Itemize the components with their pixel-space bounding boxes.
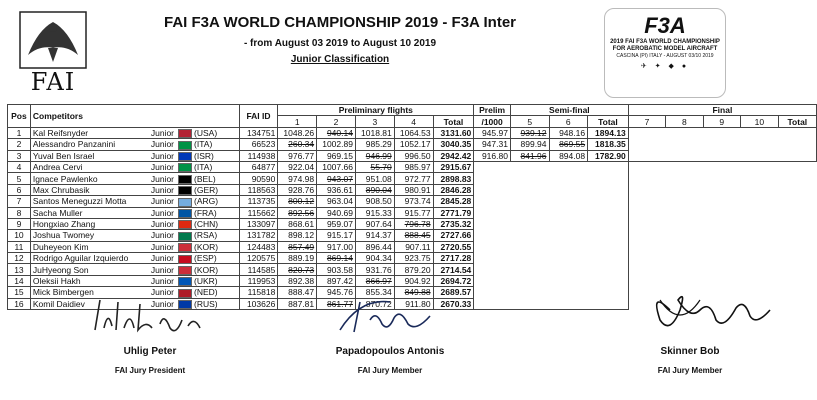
- prelim-total-cell: 2846.28: [433, 184, 474, 195]
- prelim-score-cell: 868.61: [278, 218, 317, 229]
- country-code: (NED): [194, 287, 218, 298]
- prelim-score-cell: 907.64: [355, 218, 394, 229]
- col-prelim1000-b: /1000: [474, 116, 511, 127]
- prelim-score-cell: 923.75: [394, 253, 433, 264]
- prelim1000-cell: 947.31: [474, 139, 511, 150]
- country-flag-icon: [178, 277, 192, 286]
- semi-score-cell: 869.55: [549, 139, 588, 150]
- semi-score-cell: 948.16: [549, 127, 588, 138]
- fai-id-cell: 103626: [239, 298, 278, 309]
- competitor-cell: [30, 275, 239, 286]
- semi-score-cell: 899.94: [510, 139, 549, 150]
- prelim-total-cell: 2942.42: [433, 150, 474, 161]
- col-r2: 2: [317, 116, 356, 127]
- prelim-score-cell: 889.19: [278, 253, 317, 264]
- competitor-cell: [30, 173, 239, 184]
- prelim-score-cell: 915.77: [394, 207, 433, 218]
- prelim-score-cell: 796.78: [394, 218, 433, 229]
- prelim-score-cell: 892.38: [278, 275, 317, 286]
- col-fai-id: FAI ID: [239, 105, 278, 128]
- signer-3-role: FAI Jury Member: [657, 366, 723, 375]
- fai-id-cell: 118563: [239, 184, 278, 195]
- signer-1-name: Uhlig Peter: [123, 346, 177, 357]
- competitor-name: Joshua Twomey: [32, 230, 95, 241]
- pos-cell: 3: [8, 150, 31, 161]
- country-code: (BEL): [194, 173, 216, 184]
- col-r7: 7: [628, 116, 665, 127]
- prelim-score-cell: 940.69: [317, 207, 356, 218]
- semi-total-cell: 1782.90: [588, 150, 629, 161]
- signer-3-name: Skinner Bob: [660, 346, 720, 357]
- col-total: Total: [433, 116, 474, 127]
- category-label: Junior: [150, 276, 175, 287]
- f3a-logo-big: F3A: [644, 13, 686, 38]
- pos-cell: 8: [8, 207, 31, 218]
- col-final-total: Total: [778, 116, 816, 127]
- header-row-1: [8, 105, 817, 116]
- prelim-total-cell: 3131.60: [433, 127, 474, 138]
- competitor-name: Sacha Muller: [32, 207, 83, 218]
- prelim-score-cell: 904.92: [394, 275, 433, 286]
- category-label: Junior: [150, 173, 175, 184]
- prelim-total-cell: 2898.83: [433, 173, 474, 184]
- prelim-score-cell: 1007.66: [317, 161, 356, 172]
- pos-cell: 7: [8, 196, 31, 207]
- competitor-name: Andrea Cervi: [32, 162, 83, 173]
- country-code: (ISR): [194, 150, 214, 161]
- category-label: Junior: [150, 287, 175, 298]
- semi-score-cell: 939.12: [510, 127, 549, 138]
- competitor-name: Mick Bimbergen: [32, 287, 94, 298]
- category-label: Junior: [150, 139, 175, 150]
- prelim-score-cell: 945.76: [317, 287, 356, 298]
- competitor-name: Max Chrubasik: [32, 184, 90, 195]
- col-prelim-group: Preliminary flights: [278, 105, 474, 116]
- f3a-event-logo: [604, 8, 726, 98]
- pos-cell: 5: [8, 173, 31, 184]
- prelim-score-cell: 1048.26: [278, 127, 317, 138]
- col-r10: 10: [741, 116, 779, 127]
- pos-cell: 14: [8, 275, 31, 286]
- competitor-cell: [30, 207, 239, 218]
- prelim-total-cell: 2771.79: [433, 207, 474, 218]
- semi-empty-cell: [474, 161, 629, 309]
- prelim-score-cell: 888.47: [278, 287, 317, 298]
- page-title: FAI F3A WORLD CHAMPIONSHIP 2019 - F3A Inter: [164, 14, 516, 31]
- prelim-score-cell: 914.37: [355, 230, 394, 241]
- competitor-cell: [30, 196, 239, 207]
- col-r8: 8: [666, 116, 703, 127]
- final-empty-cell: [628, 127, 816, 161]
- fai-id-cell: 119953: [239, 275, 278, 286]
- semi-score-cell: 841.96: [510, 150, 549, 161]
- prelim-score-cell: 974.98: [278, 173, 317, 184]
- competitor-cell: [30, 161, 239, 172]
- prelim-score-cell: 903.58: [317, 264, 356, 275]
- fai-id-cell: 114938: [239, 150, 278, 161]
- country-flag-icon: [178, 141, 192, 150]
- country-code: (GER): [194, 184, 219, 195]
- country-flag-icon: [178, 243, 192, 252]
- competitor-name: Oleksii Hakh: [32, 276, 81, 287]
- prelim-score-cell: 969.15: [317, 150, 356, 161]
- signature-uhlig-icon: [90, 290, 220, 340]
- country-code: (KOR): [194, 241, 219, 252]
- competitor-name: Ignace Pawlenko: [32, 173, 98, 184]
- prelim-score-cell: 985.97: [394, 161, 433, 172]
- country-flag-icon: [178, 152, 192, 161]
- col-pos: Pos: [8, 105, 31, 128]
- category-label: Junior: [150, 162, 175, 173]
- classification-title: Junior Classification: [290, 54, 390, 65]
- fai-id-cell: 134751: [239, 127, 278, 138]
- category-label: Junior: [150, 184, 175, 195]
- competitor-name: JuHyeong Son: [32, 264, 89, 275]
- prelim-score-cell: 996.50: [394, 150, 433, 161]
- prelim-score-cell: 980.91: [394, 184, 433, 195]
- prelim-score-cell: 972.77: [394, 173, 433, 184]
- country-flag-icon: [178, 220, 192, 229]
- eagle-icon: [18, 10, 88, 70]
- competitor-cell: [30, 230, 239, 241]
- competitor-name: Alessandro Panzanini: [32, 139, 116, 150]
- competitor-cell: [30, 127, 239, 138]
- prelim-total-cell: 3040.35: [433, 139, 474, 150]
- category-label: Junior: [150, 207, 175, 218]
- col-r1: 1: [278, 116, 317, 127]
- prelim-score-cell: 849.88: [394, 287, 433, 298]
- prelim-total-cell: 2845.28: [433, 196, 474, 207]
- competitor-cell: [30, 218, 239, 229]
- signer-2-name: Papadopoulos Antonis: [335, 346, 445, 357]
- col-r6: 6: [549, 116, 588, 127]
- category-label: Junior: [150, 150, 175, 161]
- pos-cell: 10: [8, 230, 31, 241]
- col-r4: 4: [394, 116, 433, 127]
- prelim-score-cell: 870.72: [355, 298, 394, 309]
- prelim-score-cell: 1052.17: [394, 139, 433, 150]
- prelim-score-cell: 940.14: [317, 127, 356, 138]
- signature-skinner-icon: [640, 280, 780, 340]
- prelim-score-cell: 890.04: [355, 184, 394, 195]
- sponsor-icons: ✈ ✦ ◆ ●: [640, 63, 690, 70]
- prelim-score-cell: 857.49: [278, 241, 317, 252]
- prelim-score-cell: 911.80: [394, 298, 433, 309]
- prelim-score-cell: 260.34: [278, 139, 317, 150]
- pos-cell: 15: [8, 287, 31, 298]
- prelim-total-cell: 2717.28: [433, 253, 474, 264]
- country-code: (UKR): [194, 276, 218, 287]
- pos-cell: 16: [8, 298, 31, 309]
- prelim-score-cell: 855.34: [355, 287, 394, 298]
- competitor-cell: [30, 241, 239, 252]
- country-code: (FRA): [194, 207, 217, 218]
- prelim-score-cell: 55.70: [355, 161, 394, 172]
- prelim-score-cell: 931.76: [355, 264, 394, 275]
- prelim-score-cell: 869.14: [317, 253, 356, 264]
- prelim-score-cell: 936.61: [317, 184, 356, 195]
- competitor-cell: [30, 150, 239, 161]
- competitor-cell: [30, 264, 239, 275]
- fai-id-cell: 124483: [239, 241, 278, 252]
- fai-id-cell: 133097: [239, 218, 278, 229]
- fai-id-cell: 114585: [239, 264, 278, 275]
- country-flag-icon: [178, 163, 192, 172]
- prelim-score-cell: 908.50: [355, 196, 394, 207]
- country-flag-icon: [178, 186, 192, 195]
- country-flag-icon: [178, 175, 192, 184]
- fai-logo: [18, 10, 88, 96]
- f3a-logo-line1: 2019 FAI F3A WORLD CHAMPIONSHIP: [610, 39, 720, 45]
- category-label: Junior: [150, 230, 175, 241]
- prelim-score-cell: 973.74: [394, 196, 433, 207]
- category-label: Junior: [150, 196, 175, 207]
- col-competitors: Competitors: [30, 105, 239, 128]
- prelim-score-cell: 897.42: [317, 275, 356, 286]
- country-code: (RUS): [194, 298, 218, 309]
- f3a-logo-line3: CASCINA (PI) ITALY - AUGUST 03/10 2019: [616, 53, 714, 59]
- country-flag-icon: [178, 129, 192, 138]
- prelim-score-cell: 917.00: [317, 241, 356, 252]
- semi-score-cell: 894.08: [549, 150, 588, 161]
- fai-logo-text: FAI: [30, 68, 76, 96]
- f3a-logo-line2: FOR AEROBATIC MODEL AIRCRAFT: [612, 46, 718, 52]
- prelim-score-cell: 922.04: [278, 161, 317, 172]
- prelim-score-cell: 963.04: [317, 196, 356, 207]
- prelim-score-cell: 915.17: [317, 230, 356, 241]
- prelim-total-cell: 2670.33: [433, 298, 474, 309]
- pos-cell: 1: [8, 127, 31, 138]
- col-r5: 5: [510, 116, 549, 127]
- col-semi-total: Total: [588, 116, 629, 127]
- prelim-score-cell: 976.77: [278, 150, 317, 161]
- prelim-score-cell: 800.12: [278, 196, 317, 207]
- country-code: (USA): [194, 127, 218, 138]
- table-row: [8, 161, 817, 172]
- prelim-score-cell: 898.12: [278, 230, 317, 241]
- prelim-score-cell: 892.56: [278, 207, 317, 218]
- country-flag-icon: [178, 198, 192, 207]
- country-flag-icon: [178, 209, 192, 218]
- prelim-score-cell: 896.44: [355, 241, 394, 252]
- country-code: (ITA): [194, 139, 213, 150]
- prelim1000-cell: 916.80: [474, 150, 511, 161]
- prelim-score-cell: 861.77: [317, 298, 356, 309]
- prelim-score-cell: 928.76: [278, 184, 317, 195]
- prelim-score-cell: 915.33: [355, 207, 394, 218]
- col-semi-group: Semi-final: [510, 105, 628, 116]
- prelim-score-cell: 907.11: [394, 241, 433, 252]
- pos-cell: 12: [8, 253, 31, 264]
- fai-id-cell: 113735: [239, 196, 278, 207]
- fai-id-cell: 90590: [239, 173, 278, 184]
- category-label: Junior: [150, 264, 175, 275]
- prelim-score-cell: 879.20: [394, 264, 433, 275]
- col-final-group: Final: [628, 105, 816, 116]
- category-label: Junior: [150, 241, 175, 252]
- prelim-score-cell: 888.45: [394, 230, 433, 241]
- fai-id-cell: 120575: [239, 253, 278, 264]
- country-code: (KOR): [194, 264, 219, 275]
- competitor-name: Santos Meneguzzi Motta: [32, 196, 127, 207]
- category-label: Junior: [150, 127, 175, 138]
- prelim-score-cell: 951.08: [355, 173, 394, 184]
- fai-id-cell: 115662: [239, 207, 278, 218]
- prelim-score-cell: 1018.81: [355, 127, 394, 138]
- competitor-name: Hongxiao Zhang: [32, 219, 96, 230]
- pos-cell: 11: [8, 241, 31, 252]
- prelim-score-cell: 887.81: [278, 298, 317, 309]
- semi-total-cell: 1818.35: [588, 139, 629, 150]
- prelim-total-cell: 2720.55: [433, 241, 474, 252]
- prelim-score-cell: 1064.53: [394, 127, 433, 138]
- country-flag-icon: [178, 232, 192, 241]
- signer-2-role: FAI Jury Member: [357, 366, 423, 375]
- prelim-score-cell: 985.29: [355, 139, 394, 150]
- competitor-name: Duheyeon Kim: [32, 241, 89, 252]
- prelim-score-cell: 866.97: [355, 275, 394, 286]
- prelim-total-cell: 2689.57: [433, 287, 474, 298]
- prelim-total-cell: 2694.72: [433, 275, 474, 286]
- pos-cell: 13: [8, 264, 31, 275]
- fai-id-cell: 131782: [239, 230, 278, 241]
- pos-cell: 2: [8, 139, 31, 150]
- category-label: Junior: [150, 253, 175, 264]
- country-flag-icon: [178, 266, 192, 275]
- competitor-name: Rodrigo Aguilar Izquierdo: [32, 253, 129, 264]
- pos-cell: 9: [8, 218, 31, 229]
- fai-id-cell: 64877: [239, 161, 278, 172]
- col-r9: 9: [703, 116, 740, 127]
- fai-id-cell: 66523: [239, 139, 278, 150]
- prelim-score-cell: 943.07: [317, 173, 356, 184]
- signer-1-role: FAI Jury President: [114, 366, 186, 375]
- country-code: (ESP): [194, 253, 217, 264]
- country-code: (RSA): [194, 230, 218, 241]
- prelim-score-cell: 946.99: [355, 150, 394, 161]
- semi-total-cell: 1894.13: [588, 127, 629, 138]
- prelim-score-cell: 904.34: [355, 253, 394, 264]
- country-flag-icon: [178, 255, 192, 264]
- prelim-total-cell: 2735.32: [433, 218, 474, 229]
- country-code: (ARG): [194, 196, 219, 207]
- competitor-cell: [30, 184, 239, 195]
- prelim-score-cell: 959.07: [317, 218, 356, 229]
- competitor-name: Yuval Ben Israel: [32, 150, 95, 161]
- competitor-name: Komil Daidiev: [32, 298, 85, 309]
- col-r3: 3: [355, 116, 394, 127]
- prelim-total-cell: 2915.67: [433, 161, 474, 172]
- competitor-cell: [30, 253, 239, 264]
- pos-cell: 4: [8, 161, 31, 172]
- competitor-cell: [30, 139, 239, 150]
- prelim-score-cell: 1002.89: [317, 139, 356, 150]
- country-code: (CHN): [194, 219, 219, 230]
- prelim-total-cell: 2727.66: [433, 230, 474, 241]
- table-row: [8, 127, 817, 138]
- prelim1000-cell: 945.97: [474, 127, 511, 138]
- category-label: Junior: [150, 219, 175, 230]
- fai-id-cell: 115818: [239, 287, 278, 298]
- event-dates: - from August 03 2019 to August 10 2019: [243, 38, 437, 49]
- prelim-score-cell: 820.73: [278, 264, 317, 275]
- prelim-total-cell: 2714.54: [433, 264, 474, 275]
- competitor-name: Kal Reifsnyder: [32, 127, 89, 138]
- pos-cell: 6: [8, 184, 31, 195]
- category-label: Junior: [150, 298, 175, 309]
- col-prelim1000-a: Prelim: [474, 105, 511, 116]
- signature-papadopoulos-icon: [330, 290, 450, 340]
- country-code: (ITA): [194, 162, 213, 173]
